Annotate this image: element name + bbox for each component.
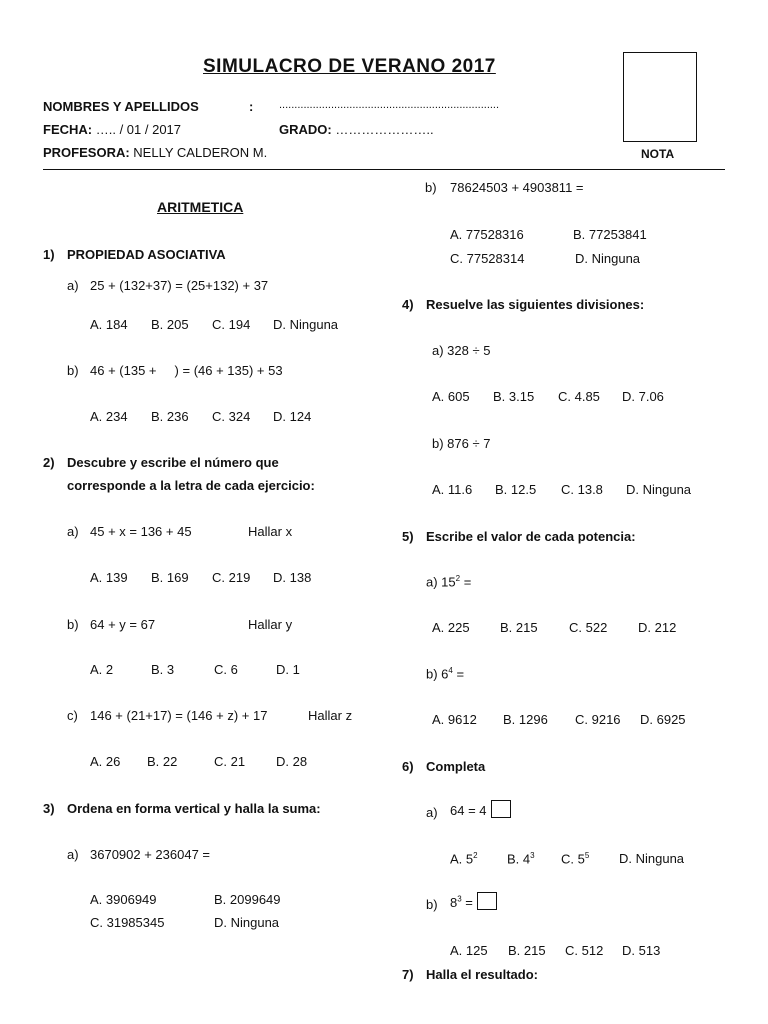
power-exponent: 4 [448, 666, 453, 675]
power-equals: = [452, 666, 465, 682]
option[interactable]: A. 77528316 [450, 227, 524, 242]
option[interactable]: D. 138 [273, 570, 312, 585]
page-title: SIMULACRO DE VERANO 2017 [203, 56, 496, 77]
item-text: 46 + (135 + ) = (46 + 135) + 53 [90, 363, 283, 378]
item-text [426, 574, 471, 589]
power-equals: = [460, 574, 472, 590]
option[interactable]: B. 236 [151, 409, 189, 424]
item-label: a) [67, 278, 79, 293]
profesora-row [43, 145, 267, 160]
item-label: b) [67, 617, 79, 632]
option[interactable]: A. 11.6 [432, 482, 473, 497]
option[interactable]: C. 219 [212, 570, 251, 585]
item-label: a) [426, 805, 438, 820]
option[interactable]: D. Ninguna [619, 851, 685, 866]
answer-box[interactable] [491, 800, 511, 818]
power-base: a) 15 [426, 574, 456, 590]
item-text: 78624503 + 4903811 = [450, 180, 584, 195]
option[interactable]: A. 605 [432, 389, 470, 404]
question-number: 5) [402, 529, 414, 544]
option[interactable]: B. 22 [147, 754, 178, 769]
item-hint: Hallar x [248, 524, 293, 539]
option[interactable]: B. 2099649 [214, 892, 281, 907]
item-label: b) [426, 897, 438, 912]
names-label: NOMBRES Y APELLIDOS [43, 99, 199, 114]
option[interactable]: C. 522 [569, 620, 608, 635]
item-text: b) 876 ÷ 7 [432, 436, 491, 451]
names-field[interactable]: ........................................................................ [279, 99, 500, 111]
option[interactable]: D. 212 [638, 620, 677, 635]
nota-box[interactable] [623, 52, 697, 142]
question-title: Ordena en forma vertical y halla la suma: [67, 801, 321, 816]
option[interactable]: A. 2 [90, 662, 114, 677]
grado-row [279, 122, 434, 137]
item-text: a) 328 ÷ 5 [432, 343, 491, 358]
option[interactable]: A. 184 [90, 317, 128, 332]
fecha-row [43, 122, 181, 137]
option[interactable]: A. 225 [432, 620, 470, 635]
option[interactable]: D. 513 [622, 943, 661, 958]
option[interactable]: D. 7.06 [622, 389, 664, 404]
item-label: b) [425, 180, 437, 195]
option[interactable]: B. 215 [508, 943, 546, 958]
option[interactable]: A. 9612 [432, 712, 477, 727]
power-base: 8 [450, 895, 458, 910]
fecha-field[interactable]: ….. / 01 / 2017 [95, 122, 182, 137]
item-text: 146 + (21+17) = (146 + z) + 17 [90, 708, 268, 723]
option[interactable]: C. 194 [212, 317, 251, 332]
section-title-aritmetica: ARITMETICA [157, 199, 244, 215]
option[interactable]: B. 77253841 [573, 227, 647, 242]
option[interactable]: C. 21 [214, 754, 246, 769]
item-text: 3670902 + 236047 = [90, 847, 211, 862]
option[interactable]: B. $4^3$ [507, 851, 535, 867]
item-label: c) [67, 708, 78, 723]
option[interactable]: B. 3 [151, 662, 175, 677]
option[interactable]: A. 26 [90, 754, 121, 769]
nota-label: NOTA [641, 147, 675, 161]
option[interactable]: C. 31985345 [90, 915, 165, 930]
option[interactable]: B. 3.15 [493, 389, 535, 404]
question-title: Escribe el valor de cada potencia: [426, 529, 636, 544]
item-text [426, 666, 464, 681]
option[interactable]: C. 9216 [575, 712, 621, 727]
option[interactable]: D. 28 [276, 754, 308, 769]
option[interactable]: D. Ninguna [273, 317, 339, 332]
item-text: 64 + y = 67 [90, 617, 156, 632]
fecha-label: FECHA: [43, 122, 93, 137]
item-text: 25 + (132+37) = (25+132) + 37 [90, 278, 269, 293]
question-title: PROPIEDAD ASOCIATIVA [67, 247, 226, 262]
option[interactable]: A. $5^2$ [450, 851, 478, 867]
option[interactable]: C. $5^5$ [561, 851, 590, 867]
option[interactable]: C. 13.8 [561, 482, 603, 497]
option[interactable]: C. 324 [212, 409, 251, 424]
item-hint: Hallar z [308, 708, 353, 723]
option[interactable]: B. 12.5 [495, 482, 537, 497]
profesora-label: PROFESORA: [43, 145, 130, 160]
power-exponent: 3 [457, 894, 462, 904]
profesora-value: NELLY CALDERON M. [133, 145, 268, 160]
question-title: Halla el resultado: [426, 967, 538, 982]
item-text [450, 800, 511, 818]
question-title: Descubre y escribe el número que [67, 455, 279, 470]
option[interactable]: C. 512 [565, 943, 604, 958]
option[interactable]: D. 6925 [640, 712, 686, 727]
option[interactable]: C. 6 [214, 662, 238, 677]
names-colon: : [249, 99, 254, 114]
grado-label: GRADO: [279, 122, 332, 137]
question-number: 2) [43, 455, 55, 470]
question-number: 1) [43, 247, 55, 262]
question-number: 7) [402, 967, 414, 982]
item-label: a) [67, 524, 79, 539]
option[interactable]: B. 1296 [503, 712, 548, 727]
option[interactable]: A. 3906949 [90, 892, 157, 907]
question-number: 6) [402, 759, 414, 774]
question-number: 4) [402, 297, 414, 312]
option[interactable]: A. 125 [450, 943, 488, 958]
question-title: Resuelve las siguientes divisiones: [426, 297, 645, 312]
option[interactable]: D. Ninguna [214, 915, 280, 930]
option[interactable]: A. 234 [90, 409, 128, 424]
grado-field[interactable]: ………………….. [335, 122, 434, 137]
option[interactable]: B. 205 [151, 317, 189, 332]
option[interactable]: B. 215 [500, 620, 538, 635]
power-base: b) 6 [426, 666, 449, 682]
item-text [450, 892, 497, 910]
item-label: b) [67, 363, 79, 378]
option[interactable]: D. 1 [276, 662, 300, 677]
option[interactable]: B. 169 [151, 570, 189, 585]
header-divider [43, 169, 725, 170]
power-equals: = [461, 895, 473, 910]
question-number: 3) [43, 801, 55, 816]
power-exponent: 2 [455, 574, 461, 583]
option[interactable]: D. Ninguna [575, 251, 641, 266]
item-label: a) [67, 847, 79, 862]
question-title: Completa [426, 759, 486, 774]
equation-text: 64 = 4 [450, 803, 487, 818]
option[interactable]: D. Ninguna [626, 482, 692, 497]
answer-box[interactable] [477, 892, 497, 910]
question-title: corresponde a la letra de cada ejercicio: [67, 478, 315, 493]
item-text: 45 + x = 136 + 45 [90, 524, 192, 539]
option[interactable]: D. 124 [273, 409, 312, 424]
option[interactable]: A. 139 [90, 570, 128, 585]
item-hint: Hallar y [248, 617, 293, 632]
option[interactable]: C. 77528314 [450, 251, 525, 266]
option[interactable]: C. 4.85 [558, 389, 600, 404]
